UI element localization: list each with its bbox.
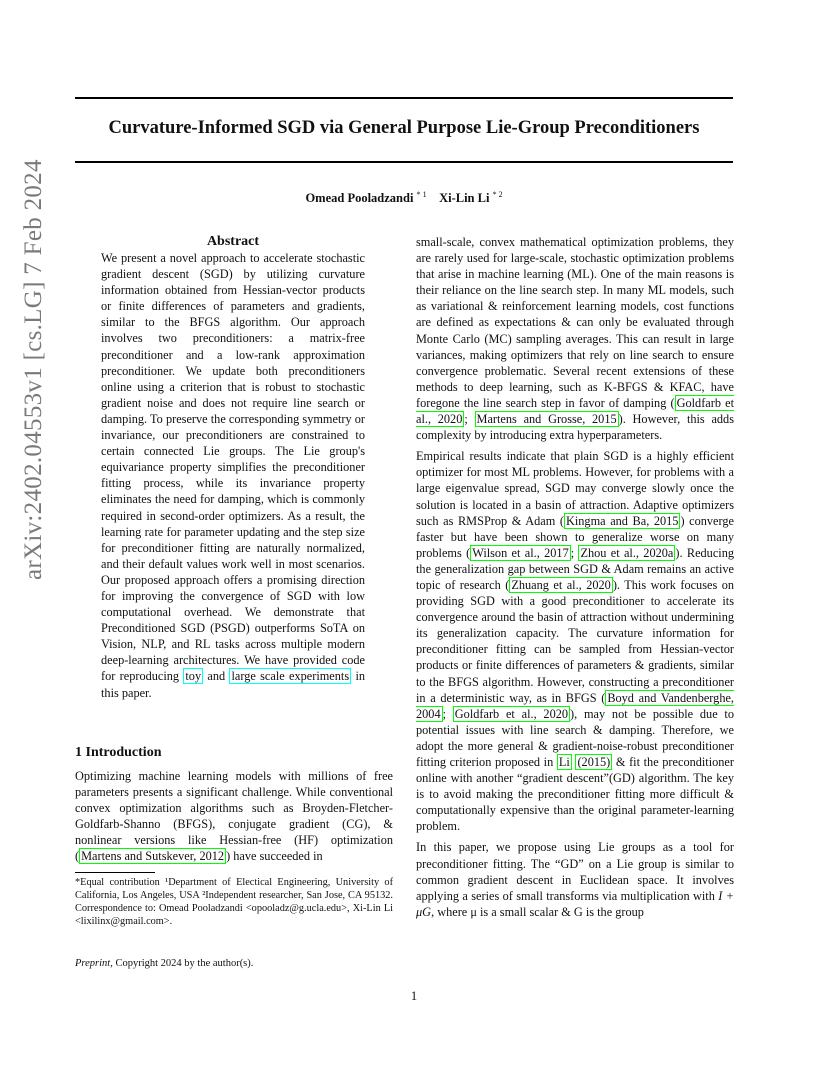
right-column bbox=[416, 234, 734, 920]
author-line bbox=[75, 190, 733, 206]
author-name: Omead Pooladzandi bbox=[305, 191, 414, 206]
intro-tail: ) have succeeded in bbox=[226, 849, 323, 864]
text-run: & fit the preconditioner online with another “gradient descent”(GD) algorithm. The key is to avoid making the preconditioner fitting more difficult & computationally expensive than the original parameter-learning problem. bbox=[416, 755, 734, 834]
footnote: *Equal contribution ¹Department of Electical Engineering, University of California, Los Angeles, USA ²Independent researcher, San Jose, CA 95132. Correspondence to: Omead Pooladzandi <opooladz@g.ucla.edu>, Xi-Lin Li <lixilinx@gmail.com>. bbox=[75, 877, 393, 927]
citation-link[interactable]: Zhou et al., 2020a bbox=[580, 545, 674, 560]
abstract-tail: in this paper. bbox=[101, 669, 366, 700]
page-number: 1 bbox=[410, 989, 418, 1003]
large-scale-code-link[interactable]: large scale experiments bbox=[231, 669, 350, 684]
math-expression: I + μG bbox=[416, 888, 735, 919]
citation-link[interactable]: Martens and Grosse, 2015 bbox=[476, 412, 617, 427]
citation-link[interactable]: Goldfarb et al., 2020 bbox=[416, 395, 735, 427]
text-run: ) converge faster but have been shown to generalize worse on many problems ( bbox=[416, 513, 734, 560]
citation-link[interactable]: Li bbox=[558, 755, 570, 769]
text-run: ), may not be possible due to potential issues with line search & damping. Therefore, we adopt the more general & gradient-noise-robust preconditioner fitting criterion proposed in bbox=[416, 706, 735, 769]
citation-link[interactable]: Goldfarb et al., 2020 bbox=[454, 706, 569, 721]
text-run: , where μ is a small scalar & G is the group bbox=[431, 904, 644, 919]
intro-paragraph bbox=[75, 768, 393, 865]
text-run: Empirical results indicate that plain SGD is a highly efficient optimizer for most ML problems. However, for problems with a large eigenvalue spread, SGD may converge slowly once the solution is located in a basin of attraction. Adaptive optimizers such as RMSProp & Adam ( bbox=[416, 449, 734, 528]
author-affiliation-mark: * 1 bbox=[416, 190, 427, 199]
text-run: In this paper, we propose using Lie groups as a tool for preconditioner fitting. The “GD” on a Lie group is similar to common gradient descent in Euclidean space. It involves applying a series of small transforms via multiplication with bbox=[416, 840, 734, 903]
intro-text: Optimizing machine learning models with millions of free parameters presents a significant challenge. While conventional convex optimization algorithms such as Broyden-Fletcher-Goldfarb-Shanno (BFGS), conjugate gradient (CG), & nonlinear versions like Hessian-free (HF) optimization ( bbox=[75, 769, 393, 864]
preprint-rest: , Copyright 2024 by the author(s). bbox=[110, 958, 254, 969]
citation-link[interactable]: Boyd and Vandenberghe, 2004 bbox=[416, 690, 735, 721]
author-name: Xi-Lin Li bbox=[439, 191, 490, 206]
text-run: ). This work focuses on providing SGD with a good preconditioner to accelerate its convergence around the basin of attraction without undermining its generalization capacity. The curvature information for preconditioner fitting can be sampled from Hessian-vector products or finite differences of parameters & gradients, similar to the BFGS algorithm. However, constructing a preconditioner in a deterministic way, as in BFGS ( bbox=[416, 577, 735, 705]
citation-link[interactable]: (2015) bbox=[577, 755, 611, 769]
abstract-body bbox=[101, 250, 365, 701]
abstract-and: and bbox=[207, 669, 226, 684]
preprint-notice bbox=[75, 958, 253, 969]
right-paragraph-2 bbox=[416, 448, 734, 834]
text-run: ). However, this adds complexity by introducing extra hyperparameters. bbox=[416, 412, 734, 443]
citation-link[interactable]: Martens and Sutskever, 2012 bbox=[81, 849, 225, 864]
preprint-italic: Preprint bbox=[75, 958, 111, 969]
arxiv-stamp: arXiv:2402.04553v1 [cs.LG] 7 Feb 2024 bbox=[20, 159, 47, 580]
abstract-text: We present a novel approach to accelerate stochastic gradient descent (SGD) by utilizing curvature information obtained from Hessian-vector products or finite differences of parameters and gradients, similar to the BFGS algorithm. Our approach involves two preconditioners: a matrix-free preconditioner and a low-rank approximation preconditioner. We update both preconditioners online using a criterion that is robust to stochastic gradient noise and does not require line search or damping. To preserve the corresponding symmetry or invariance, our preconditioners are constrained to certain connected Lie groups. The Lie group's equivariance property simplifies the preconditioner fitting process, while its invariance property eliminates the need for damping, which is commonly required in second-order optimizers. As a result, the learning rate for parameter updating and the step size for preconditioner fitting are naturally normalized, and their default values work well in most scenarios. Our proposed approach offers a promising direction for improving the convergence of SGD with low computational overhead. We demonstrate that Preconditioned SGD (PSGD) outperforms SoTA on Vision, NLP, and RL tasks across multiple modern deep-learning architectures. We have provided code for reproducing bbox=[101, 251, 365, 684]
author-affiliation-mark: * 2 bbox=[492, 190, 503, 199]
introduction-body bbox=[75, 768, 393, 865]
section-heading-introduction: 1 Introduction bbox=[75, 745, 162, 760]
toy-code-link[interactable]: toy bbox=[185, 669, 202, 684]
text-run: small-scale, convex mathematical optimization problems, they are rarely used for large-scale, stochastic optimization problems that arise in machine learning (ML). One of the main reasons is their reliance on the line search step. In many ML models, such as variational & reinforcement learning models, cost functions are defined as expectations & can only be evaluated through Monte Carlo (MC) sampling averages. This can result in large variances, making optimizers that rely on line search to ensure convergence problematic. Several recent extensions of these methods to deep learning, such as K-BFGS & KFAC, have foregone the line search step in favor of damping ( bbox=[416, 235, 734, 410]
text-run: ). Reducing the generalization gap between SGD & Adam remains an active topic of research ( bbox=[416, 545, 735, 592]
footnote-rule bbox=[75, 872, 155, 873]
text-run: ; bbox=[442, 706, 453, 721]
citation-link[interactable]: Wilson et al., 2017 bbox=[472, 545, 569, 560]
abstract-heading: Abstract bbox=[206, 234, 260, 249]
text-run: ; bbox=[570, 545, 579, 560]
top-rule bbox=[75, 97, 733, 99]
citation-link[interactable]: Zhuang et al., 2020 bbox=[511, 577, 611, 592]
citation-link[interactable]: Kingma and Ba, 2015 bbox=[565, 513, 679, 528]
paper-title: Curvature-Informed SGD via General Purpose Lie-Group Preconditioners bbox=[108, 118, 700, 138]
abstract-paragraph bbox=[101, 250, 365, 701]
text-run: ; bbox=[464, 412, 475, 427]
right-paragraph-3 bbox=[416, 839, 734, 919]
title-rule bbox=[75, 161, 733, 163]
right-paragraph-1 bbox=[416, 234, 734, 443]
